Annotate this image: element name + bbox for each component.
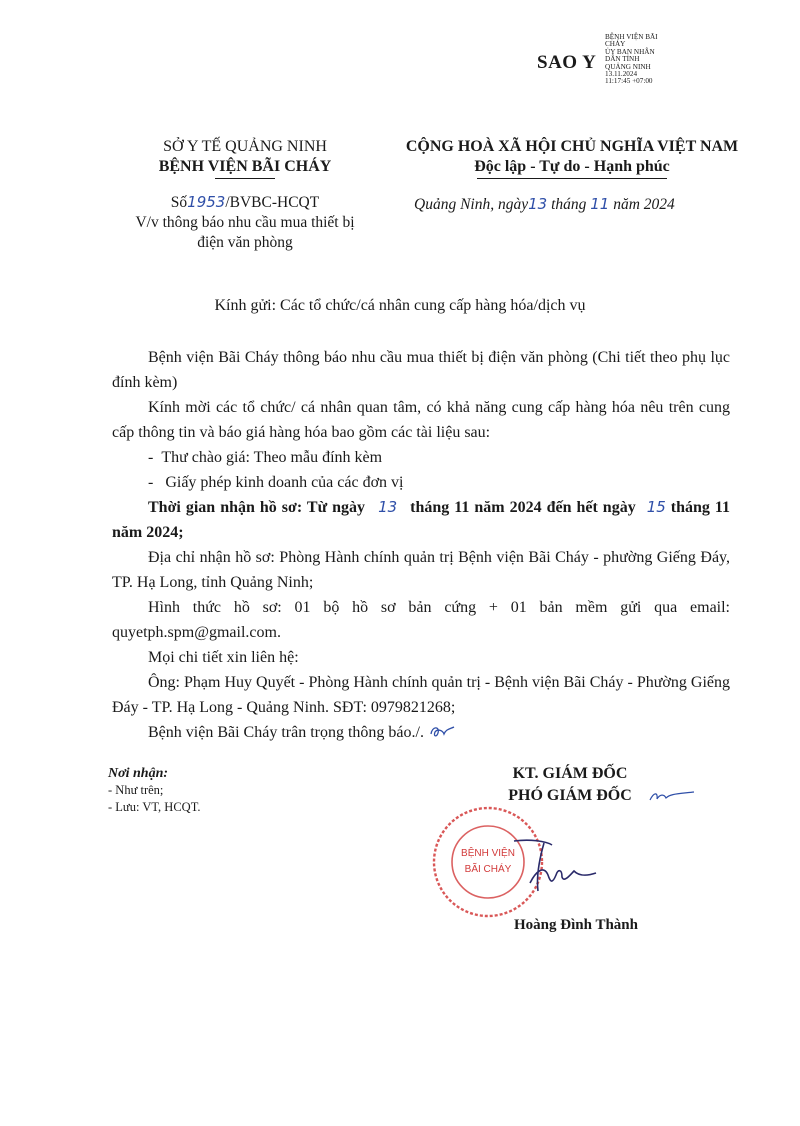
signature-line-2: PHÓ GIÁM ĐỐC — [508, 787, 632, 804]
paragraph-format: Hình thức hồ sơ: 01 bộ hồ sơ bản cứng + 01 bản mềm gửi qua email: quyetph.spm@gmail.com. — [112, 599, 730, 641]
department-name: SỞ Y TẾ QUẢNG NINH — [163, 138, 327, 155]
paragraph-contact: Ông: Phạm Huy Quyết - Phòng Hành chính quản trị - Bệnh viện Bãi Cháy - Phường Giếng Đáy - TP. Hạ Long - Quảng Ninh. SĐT: 0979821268; — [112, 674, 730, 716]
hospital-name: BỆNH VIỆN BÃI CHÁY — [158, 158, 332, 175]
handwritten-end-day: 15 — [646, 498, 666, 516]
paragraph-contact-intro: Mọi chi tiết xin liên hệ: — [148, 649, 299, 666]
initial-mark-icon — [648, 788, 698, 804]
subject-line-2: điện văn phòng — [197, 234, 293, 251]
stamp-line: 13.11.2024 — [605, 70, 638, 79]
receiver-item: - Lưu: VT, HCQT. — [108, 800, 201, 814]
closing-text: Bệnh viện Bãi Cháy trân trọng thông báo./. — [148, 724, 424, 741]
date-prefix: Quảng Ninh, ngày — [414, 196, 529, 213]
signature-line-1: KT. GIÁM ĐỐC — [512, 765, 628, 782]
motto-underline — [477, 178, 667, 179]
month-label: tháng — [551, 196, 587, 213]
copy-stamp-title: SAO Y — [537, 52, 597, 73]
stamp-line: BỆNH VIỆN BÃI — [605, 33, 658, 41]
issue-date — [414, 195, 675, 214]
bullet-text: Thư chào giá: Theo mẫu đính kèm — [161, 449, 383, 466]
receivers-block — [108, 765, 201, 816]
seal-text-line: BỆNH VIỆN — [461, 848, 515, 859]
bullet-dash: - — [148, 474, 154, 491]
bullet-item — [148, 470, 404, 495]
signer-name: Hoàng Đình Thành — [514, 917, 638, 933]
paragraph-closing — [112, 720, 730, 745]
number-suffix: /BVBC-HCQT — [225, 194, 320, 211]
stamp-line: CHÁY — [605, 40, 626, 49]
date-year: năm 2024 — [613, 196, 675, 213]
handwritten-start-day: 13 — [378, 498, 398, 516]
seal-text-line: BÃI CHÁY — [464, 864, 512, 875]
bullet-dash: - — [148, 449, 154, 466]
nation-title: CỘNG HOÀ XÃ HỘI CHỦ NGHĨA VIỆT NAM — [405, 138, 739, 155]
stamp-line: 11:17:45 +07:00 — [605, 77, 653, 86]
national-motto: Độc lập - Tự do - Hạnh phúc — [474, 158, 670, 175]
signature-title-block — [470, 763, 670, 807]
document-reference — [100, 192, 390, 253]
handwritten-signature-icon — [500, 835, 610, 905]
digital-signature-info — [605, 34, 695, 86]
subject-line-1: V/v thông báo nhu cầu mua thiết bị — [135, 214, 355, 231]
header-underline — [215, 178, 275, 179]
paragraph-address: Địa chỉ nhận hồ sơ: Phòng Hành chính quản trị Bệnh viện Bãi Cháy - phường Giếng Đáy, TP. Hạ Long, tỉnh Quảng Ninh; — [112, 549, 730, 591]
paragraph-deadline — [112, 495, 730, 545]
issuer-header — [100, 137, 390, 179]
national-header — [372, 137, 772, 179]
handwritten-number: 1953 — [187, 193, 226, 211]
receivers-title: Nơi nhận: — [108, 766, 169, 781]
recipient-line: Kính gửi: Các tổ chức/cá nhân cung cấp hàng hóa/dịch vụ — [214, 297, 586, 314]
paragraph-intro: Bệnh viện Bãi Cháy thông báo nhu cầu mua thiết bị điện văn phòng (Chi tiết theo phụ lục đính kèm) — [112, 349, 730, 391]
stamp-line: QUẢNG NINH — [605, 62, 651, 71]
deadline-text-c: tháng 11 năm 2024; — [112, 499, 731, 541]
handwritten-month: 11 — [590, 195, 610, 213]
receiver-item: - Như trên; — [108, 783, 164, 797]
stamp-line: ỦY BAN NHÂN — [605, 47, 655, 56]
number-prefix: Số — [170, 194, 188, 211]
bullet-text: Giấy phép kinh doanh của các đơn vị — [165, 474, 404, 491]
initial-mark-icon — [428, 723, 458, 741]
bullet-item — [148, 445, 382, 470]
deadline-text-a: Thời gian nhận hồ sơ: Từ ngày — [148, 499, 366, 516]
handwritten-day: 13 — [528, 195, 548, 213]
document-number — [100, 192, 390, 213]
paragraph-invitation: Kính mời các tổ chức/ cá nhân quan tâm, có khả năng cung cấp hàng hóa nêu trên cung cấp thông tin và báo giá hàng hóa bao gồm các tài liệu sau: — [112, 399, 730, 441]
stamp-line: DÂN TỈNH — [605, 55, 640, 64]
deadline-text-b: tháng 11 năm 2024 đến hết ngày — [410, 499, 636, 516]
